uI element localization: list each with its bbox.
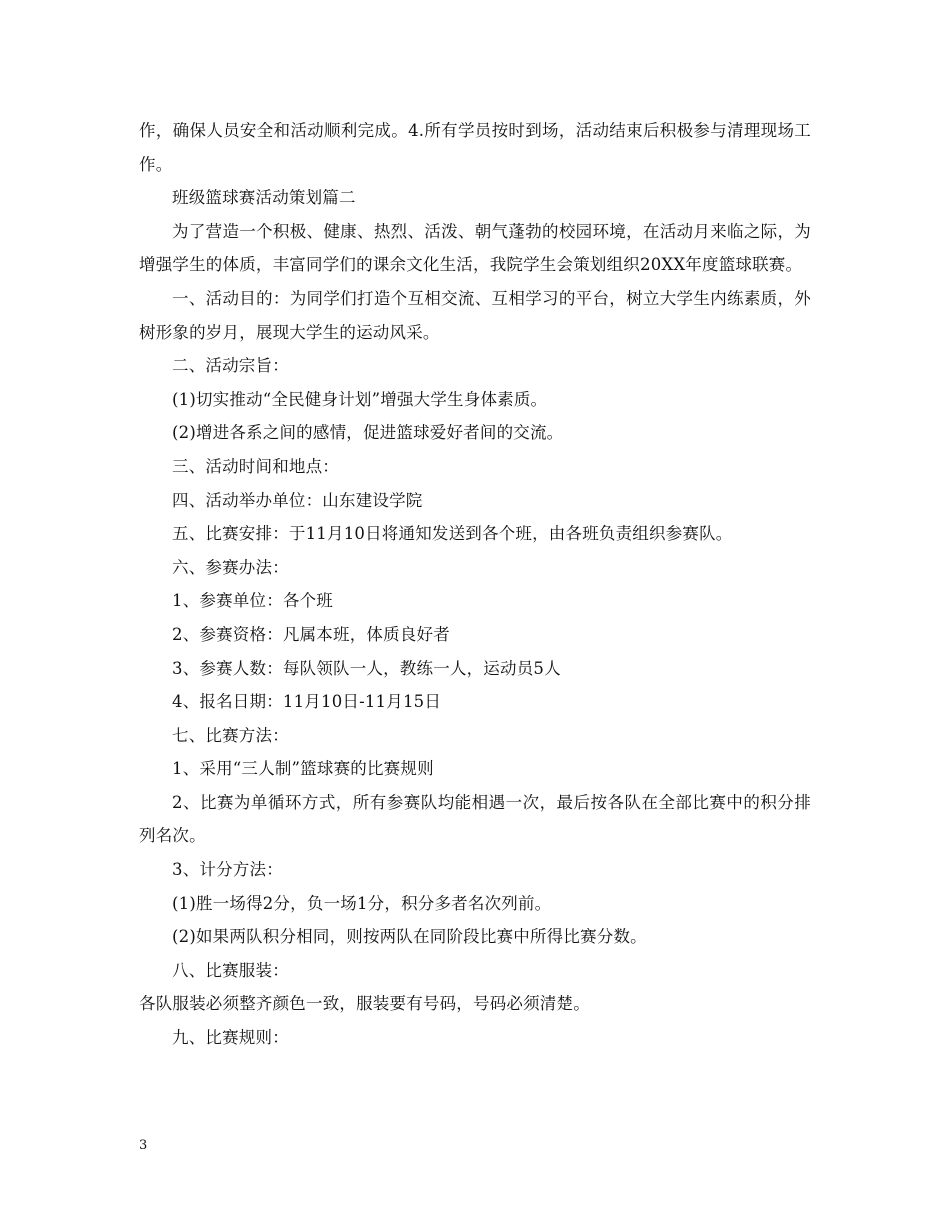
paragraph: 六、参赛办法： <box>172 557 289 577</box>
paragraph: 1、采用“三人制”篮球赛的比赛规则 <box>172 759 434 779</box>
paragraph: 为了营造一个积极、健康、热烈、活泼、朝气蓬勃的校园环境，在活动月来临之际，为增强学生的体质，丰富同学们的课余文化生活，我院学生会策划组织20XX年度篮球联赛。 <box>139 221 811 275</box>
paragraph: 3、计分方法： <box>172 860 283 880</box>
paragraph: 五、比赛安排：于11月10日将通知发送到各个班，由各班负责组织参赛队。 <box>172 524 733 544</box>
paragraph: 作，确保人员安全和活动顺利完成。4.所有学员按时到场，活动结束后积极参与清理现场工作。 <box>139 121 811 174</box>
section-title: 班级篮球赛活动策划篇二 <box>172 188 356 208</box>
paragraph: (2)如果两队积分相同，则按两队在同阶段比赛中所得比赛分数。 <box>172 927 647 947</box>
page-number: 3 <box>139 1138 148 1153</box>
paragraph: 3、参赛人数：每队领队一人，教练一人，运动员5人 <box>172 658 561 678</box>
paragraph: (1)胜一场得2分，负一场1分，积分多者名次列前。 <box>172 893 552 913</box>
paragraph: (2)增进各系之间的感情，促进篮球爱好者间的交流。 <box>172 423 564 443</box>
paragraph: 各队服装必须整齐颜色一致，服装要有号码，号码必须清楚。 <box>139 994 590 1014</box>
paragraph: 九、比赛规则： <box>172 1028 289 1048</box>
paragraph: 三、活动时间和地点： <box>172 456 339 476</box>
paragraph: 七、比赛方法： <box>172 725 289 745</box>
paragraph: 2、参赛资格：凡属本班，体质良好者 <box>172 624 450 644</box>
paragraph: 八、比赛服装： <box>172 960 289 980</box>
paragraph: 二、活动宗旨： <box>172 356 289 376</box>
paragraph: 2、比赛为单循环方式，所有参赛队均能相遇一次，最后按各队在全部比赛中的积分排列名次。 <box>139 792 811 846</box>
paragraph: 一、活动目的：为同学们打造个互相交流、互相学习的平台，树立大学生内练素质，外树形象的岁月，展现大学生的运动风采。 <box>139 288 811 342</box>
paragraph: 4、报名日期：11月10日-11月15日 <box>172 692 442 712</box>
paragraph: 1、参赛单位：各个班 <box>172 591 333 611</box>
paragraph: 四、活动举办单位：山东建设学院 <box>172 490 423 510</box>
paragraph: (1)切实推动“全民健身计划”增强大学生身体素质。 <box>172 389 548 409</box>
document-body <box>139 114 811 1055</box>
